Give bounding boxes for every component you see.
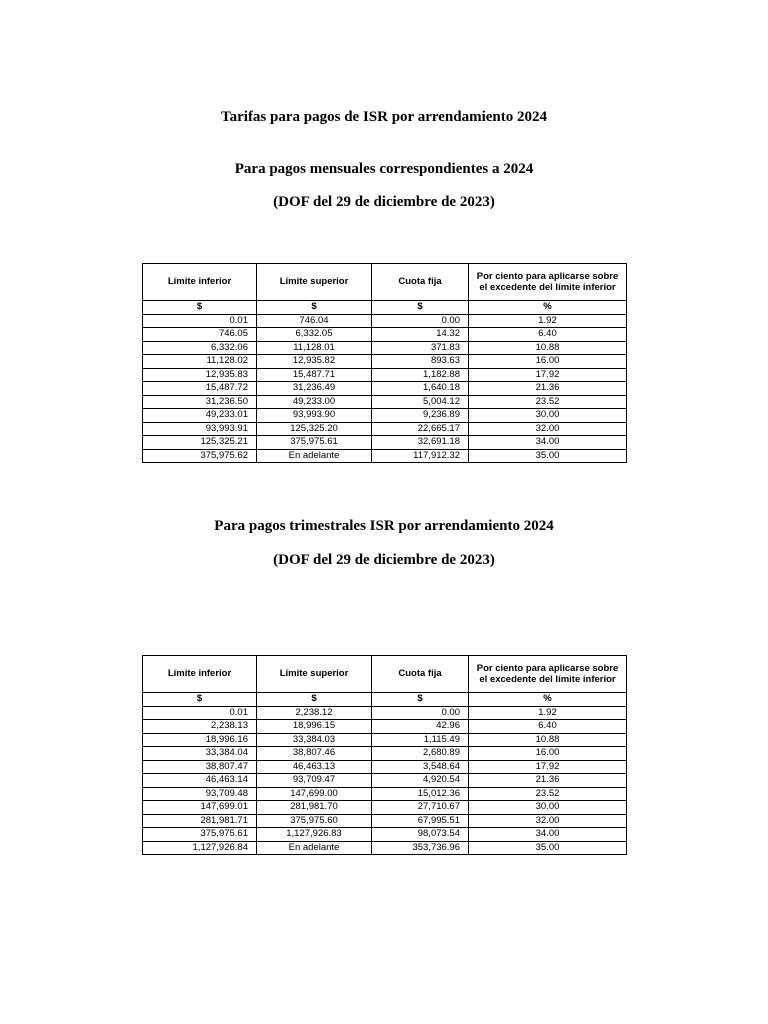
cuota-fija-cell: 371.83 xyxy=(372,341,469,355)
cuota-fija-cell: 67,995.51 xyxy=(372,814,469,828)
limite-superior-cell: 93,709.47 xyxy=(257,774,372,788)
limite-superior-cell: 11,128.01 xyxy=(257,341,372,355)
limite-superior-cell: 18,996.15 xyxy=(257,720,372,734)
table-row xyxy=(143,747,627,761)
table-row xyxy=(143,314,627,328)
monthly-dof-note: (DOF del 29 de diciembre de 2023) xyxy=(273,194,495,210)
limite-superior-cell: En adelante xyxy=(257,449,372,463)
por-ciento-cell: 35.00 xyxy=(469,449,627,463)
cuota-fija-cell: 1,640.18 xyxy=(372,382,469,396)
table-row xyxy=(143,706,627,720)
table-row xyxy=(143,395,627,409)
table-row xyxy=(143,449,627,463)
unit-cell: $ xyxy=(257,693,372,707)
units-row xyxy=(143,301,627,315)
limite-inferior-cell: 38,807.47 xyxy=(143,760,257,774)
por-ciento-cell: 17.92 xyxy=(469,368,627,382)
limite-superior-cell: En adelante xyxy=(257,841,372,855)
por-ciento-cell: 32.00 xyxy=(469,814,627,828)
por-ciento-cell: 1.92 xyxy=(469,706,627,720)
quarterly-heading: Para pagos trimestrales ISR por arrendamiento 2024 xyxy=(214,518,554,534)
limite-inferior-cell: 6,332.06 xyxy=(143,341,257,355)
cuota-fija-cell: 5,004.12 xyxy=(372,395,469,409)
cuota-fija-cell: 117,912.32 xyxy=(372,449,469,463)
cuota-fija-cell: 353,736.96 xyxy=(372,841,469,855)
limite-superior-cell: 33,384.03 xyxy=(257,733,372,747)
table-row xyxy=(143,814,627,828)
limite-superior-cell: 1,127,926.83 xyxy=(257,828,372,842)
por-ciento-cell: 1.92 xyxy=(469,314,627,328)
table-row xyxy=(143,774,627,788)
por-ciento-cell: 10.88 xyxy=(469,733,627,747)
header-por-ciento: Por ciento para aplicarse sobre el excedente del límite inferior xyxy=(469,264,627,301)
limite-superior-cell: 281,981.70 xyxy=(257,801,372,815)
por-ciento-cell: 16.00 xyxy=(469,355,627,369)
table-row xyxy=(143,720,627,734)
limite-superior-cell: 147,699.00 xyxy=(257,787,372,801)
limite-inferior-cell: 93,993.91 xyxy=(143,422,257,436)
table-header-row xyxy=(143,656,627,693)
header-limite-inferior: Límite inferior xyxy=(143,656,257,693)
limite-superior-cell: 49,233.00 xyxy=(257,395,372,409)
limite-inferior-cell: 11,128.02 xyxy=(143,355,257,369)
limite-inferior-cell: 31,236.50 xyxy=(143,395,257,409)
quarterly-rate-table xyxy=(142,655,627,855)
limite-inferior-cell: 375,975.61 xyxy=(143,828,257,842)
limite-superior-cell: 125,325.20 xyxy=(257,422,372,436)
unit-cell: % xyxy=(469,693,627,707)
cuota-fija-cell: 98,073.54 xyxy=(372,828,469,842)
document-title: Tarifas para pagos de ISR por arrendamiento 2024 xyxy=(220,109,547,125)
por-ciento-cell: 17.92 xyxy=(469,760,627,774)
limite-inferior-cell: 0.01 xyxy=(143,314,257,328)
por-ciento-cell: 21.36 xyxy=(469,774,627,788)
cuota-fija-cell: 42.96 xyxy=(372,720,469,734)
cuota-fija-cell: 0.00 xyxy=(372,706,469,720)
limite-inferior-cell: 746.05 xyxy=(143,328,257,342)
table-row xyxy=(143,341,627,355)
cuota-fija-cell: 2,680.89 xyxy=(372,747,469,761)
table-row xyxy=(143,760,627,774)
por-ciento-cell: 32.00 xyxy=(469,422,627,436)
limite-inferior-cell: 1,127,926.84 xyxy=(143,841,257,855)
por-ciento-cell: 34.00 xyxy=(469,828,627,842)
unit-cell: $ xyxy=(257,301,372,315)
limite-inferior-cell: 281,981.71 xyxy=(143,814,257,828)
limite-inferior-cell: 125,325.21 xyxy=(143,436,257,450)
unit-cell: % xyxy=(469,301,627,315)
table-row xyxy=(143,382,627,396)
limite-superior-cell: 12,935.82 xyxy=(257,355,372,369)
por-ciento-cell: 23.52 xyxy=(469,787,627,801)
table-row xyxy=(143,355,627,369)
por-ciento-cell: 6.40 xyxy=(469,328,627,342)
limite-inferior-cell: 0.01 xyxy=(143,706,257,720)
limite-superior-cell: 2,238.12 xyxy=(257,706,372,720)
header-limite-inferior: Límite inferior xyxy=(143,264,257,301)
table-row xyxy=(143,841,627,855)
unit-cell: $ xyxy=(143,301,257,315)
limite-superior-cell: 746.04 xyxy=(257,314,372,328)
cuota-fija-cell: 27,710.67 xyxy=(372,801,469,815)
limite-inferior-cell: 2,238.13 xyxy=(143,720,257,734)
cuota-fija-cell: 0.00 xyxy=(372,314,469,328)
limite-superior-cell: 375,975.61 xyxy=(257,436,372,450)
unit-cell: $ xyxy=(372,693,469,707)
cuota-fija-cell: 22,665.17 xyxy=(372,422,469,436)
header-limite-superior: Límite superior xyxy=(257,656,372,693)
por-ciento-cell: 16.00 xyxy=(469,747,627,761)
quarterly-dof-note: (DOF del 29 de diciembre de 2023) xyxy=(273,552,495,568)
unit-cell: $ xyxy=(143,693,257,707)
por-ciento-cell: 34.00 xyxy=(469,436,627,450)
table-row xyxy=(143,828,627,842)
limite-inferior-cell: 18,996.16 xyxy=(143,733,257,747)
cuota-fija-cell: 1,115.49 xyxy=(372,733,469,747)
limite-superior-cell: 93,993.90 xyxy=(257,409,372,423)
header-cuota-fija: Cuota fija xyxy=(372,656,469,693)
por-ciento-cell: 6.40 xyxy=(469,720,627,734)
limite-superior-cell: 6,332.05 xyxy=(257,328,372,342)
table-row xyxy=(143,801,627,815)
limite-inferior-cell: 49,233.01 xyxy=(143,409,257,423)
limite-superior-cell: 15,487.71 xyxy=(257,368,372,382)
limite-inferior-cell: 15,487.72 xyxy=(143,382,257,396)
por-ciento-cell: 35.00 xyxy=(469,841,627,855)
cuota-fija-cell: 14.32 xyxy=(372,328,469,342)
quarterly-table-body xyxy=(143,706,627,855)
cuota-fija-cell: 9,236.89 xyxy=(372,409,469,423)
header-cuota-fija: Cuota fija xyxy=(372,264,469,301)
por-ciento-cell: 23.52 xyxy=(469,395,627,409)
limite-superior-cell: 46,463.13 xyxy=(257,760,372,774)
limite-superior-cell: 31,236.49 xyxy=(257,382,372,396)
cuota-fija-cell: 15,012.36 xyxy=(372,787,469,801)
header-por-ciento: Por ciento para aplicarse sobre el excedente del límite inferior xyxy=(469,656,627,693)
table-row xyxy=(143,368,627,382)
table-row xyxy=(143,422,627,436)
monthly-rate-table xyxy=(142,263,627,463)
monthly-heading: Para pagos mensuales correspondientes a 2024 xyxy=(234,161,534,177)
limite-inferior-cell: 375,975.62 xyxy=(143,449,257,463)
units-row xyxy=(143,693,627,707)
limite-inferior-cell: 93,709.48 xyxy=(143,787,257,801)
por-ciento-cell: 10.88 xyxy=(469,341,627,355)
limite-inferior-cell: 33,384.04 xyxy=(143,747,257,761)
table-row xyxy=(143,328,627,342)
monthly-table-body xyxy=(143,314,627,463)
limite-superior-cell: 375,975.60 xyxy=(257,814,372,828)
por-ciento-cell: 30.00 xyxy=(469,801,627,815)
por-ciento-cell: 21.36 xyxy=(469,382,627,396)
cuota-fija-cell: 32,691.18 xyxy=(372,436,469,450)
cuota-fija-cell: 893.63 xyxy=(372,355,469,369)
table-row xyxy=(143,436,627,450)
cuota-fija-cell: 1,182.88 xyxy=(372,368,469,382)
limite-inferior-cell: 147,699.01 xyxy=(143,801,257,815)
cuota-fija-cell: 4,920.54 xyxy=(372,774,469,788)
por-ciento-cell: 30.00 xyxy=(469,409,627,423)
unit-cell: $ xyxy=(372,301,469,315)
limite-inferior-cell: 12,935.83 xyxy=(143,368,257,382)
table-row xyxy=(143,409,627,423)
table-row xyxy=(143,733,627,747)
table-header-row xyxy=(143,264,627,301)
limite-inferior-cell: 46,463.14 xyxy=(143,774,257,788)
header-limite-superior: Límite superior xyxy=(257,264,372,301)
table-row xyxy=(143,787,627,801)
cuota-fija-cell: 3,548.64 xyxy=(372,760,469,774)
limite-superior-cell: 38,807.46 xyxy=(257,747,372,761)
